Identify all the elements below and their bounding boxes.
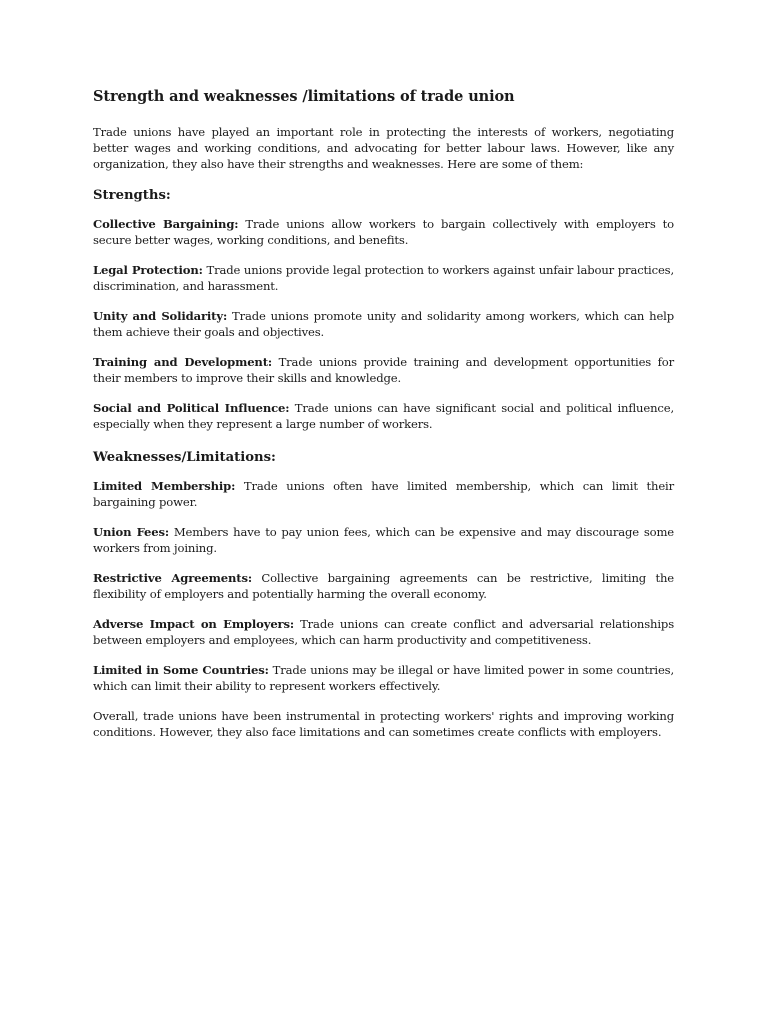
conclusion-paragraph: Overall, trade unions have been instrumental in protecting workers' rights and improving working conditions. However, they also face limitations and can sometimes create conflicts with employers. xyxy=(93,709,674,739)
weakness-text: Trade unions can create conflict and adversarial relationships between employers and employees, which can harm productivity and competitiveness. xyxy=(93,617,674,647)
strengths-list xyxy=(93,216,674,432)
weakness-term: Adverse Impact on Employers: xyxy=(93,617,295,631)
strength-text: Trade unions provide legal protection to workers against unfair labour practices, discrimination, and harassment. xyxy=(93,263,675,293)
intro-paragraph: Trade unions have played an important role in protecting the interests of workers, negotiating better wages and working conditions, and advocating for better labour laws. However, like any organization, they also have their strengths and weaknesses. Here are some of them: xyxy=(93,125,674,171)
weakness-item xyxy=(93,478,674,510)
strength-term: Social and Political Influence: xyxy=(93,401,290,415)
weakness-text: Trade unions often have limited membership, which can limit their bargaining power. xyxy=(93,479,675,509)
strength-term: Training and Development: xyxy=(93,355,273,369)
weakness-text: Members have to pay union fees, which can be expensive and may discourage some workers from joining. xyxy=(93,525,674,555)
strength-term: Collective Bargaining: xyxy=(93,217,239,231)
weaknesses-list xyxy=(93,478,674,694)
weakness-item xyxy=(93,570,674,602)
strength-item xyxy=(93,216,674,248)
weakness-text: Trade unions may be illegal or have limited power in some countries, which can limit their ability to represent workers effectively. xyxy=(93,663,674,693)
strength-text: Trade unions allow workers to bargain collectively with employers to secure better wages, working conditions, and benefits. xyxy=(93,217,674,247)
weakness-term: Limited in Some Countries: xyxy=(93,663,269,677)
weakness-term: Union Fees: xyxy=(93,525,169,539)
strength-term: Unity and Solidarity: xyxy=(93,309,228,323)
strength-text: Trade unions can have significant social and political influence, especially when they represent a large number of workers. xyxy=(93,401,674,431)
weakness-term: Limited Membership: xyxy=(93,479,236,493)
weakness-item xyxy=(93,662,674,694)
strength-item xyxy=(93,400,674,432)
weakness-item xyxy=(93,524,674,556)
strength-text: Trade unions provide training and development opportunities for their members to improve their skills and knowledge. xyxy=(93,355,675,385)
strengths-heading: Strengths: xyxy=(93,188,171,203)
strength-item xyxy=(93,354,674,386)
weakness-item xyxy=(93,616,674,648)
document-title: Strength and weaknesses /limitations of trade union xyxy=(93,88,515,105)
weakness-text: Collective bargaining agreements can be restrictive, limiting the flexibility of employers and potentially harming the overall economy. xyxy=(93,571,675,601)
strength-term: Legal Protection: xyxy=(93,263,203,277)
weaknesses-heading: Weaknesses/Limitations: xyxy=(93,450,276,465)
document-page xyxy=(93,86,674,740)
strength-item xyxy=(93,262,674,294)
strength-text: Trade unions promote unity and solidarity among workers, which can help them achieve their goals and objectives. xyxy=(93,309,674,339)
weakness-term: Restrictive Agreements: xyxy=(93,571,252,585)
strength-item xyxy=(93,308,674,340)
